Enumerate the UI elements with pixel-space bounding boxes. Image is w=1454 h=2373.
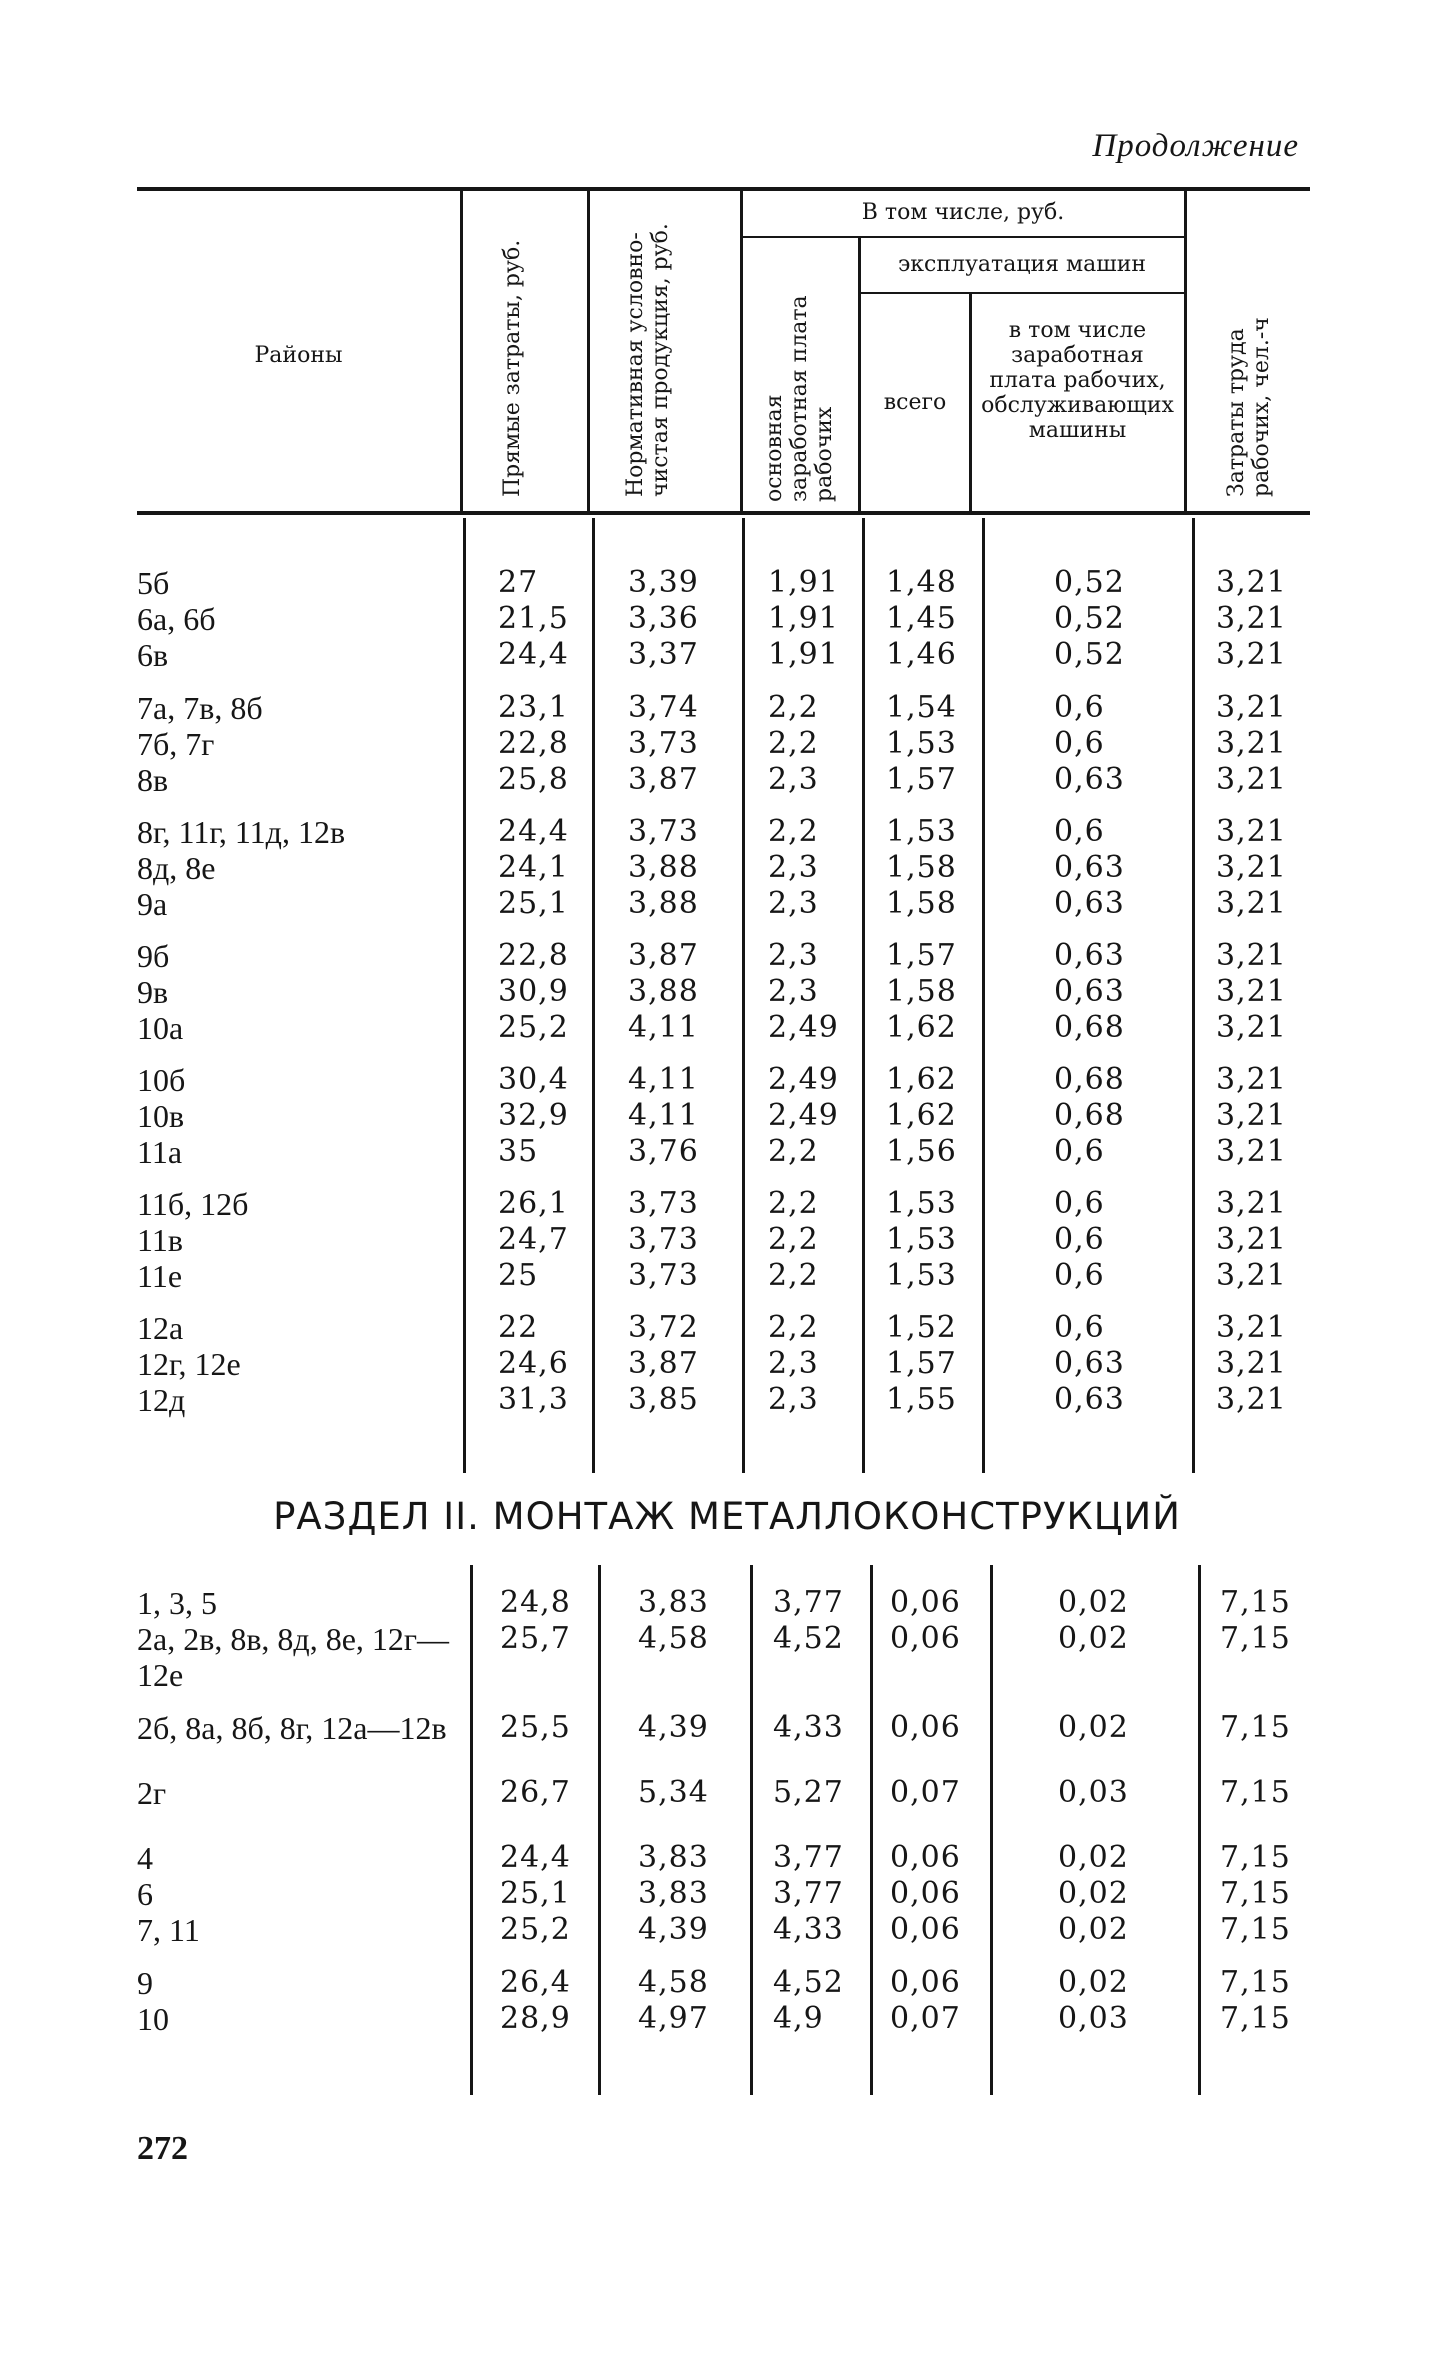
labor-cell: 3,21: [1216, 886, 1287, 921]
net-cell: 3,88: [628, 886, 699, 921]
labor-cell: 3,21: [1216, 1222, 1287, 1257]
region-cell: 7, 11: [137, 1912, 200, 1948]
wage-cell: 4,52: [773, 1621, 844, 1656]
region-cell: 9в: [137, 974, 169, 1010]
direct-cell: 27: [498, 565, 539, 600]
net-cell: 3,88: [628, 850, 699, 885]
direct-cell: 25,2: [498, 1010, 569, 1045]
region-cell: 2а, 2в, 8в, 8д, 8е, 12г—12е: [137, 1621, 450, 1693]
mach-total-cell: 1,62: [886, 1062, 957, 1097]
net-cell: 3,39: [628, 565, 699, 600]
mach-total-cell: 1,46: [886, 637, 957, 672]
labor-cell: 3,21: [1216, 601, 1287, 636]
region-cell: 10б: [137, 1062, 186, 1098]
mach-wage-cell: 0,6: [1054, 1186, 1105, 1221]
direct-cell: 30,9: [498, 974, 569, 1009]
continuation-label: Продолжение: [1092, 128, 1299, 164]
direct-cell: 28,9: [500, 2001, 571, 2036]
header-divider: [587, 191, 590, 511]
region-cell: 9: [137, 1965, 153, 2001]
region-cell: 10: [137, 2001, 169, 2037]
table-row: [0, 1710, 1454, 1782]
header-including: В том числе, руб.: [861, 200, 1065, 225]
mach-total-cell: 1,55: [886, 1382, 957, 1417]
direct-cell: 21,5: [498, 601, 569, 636]
region-cell: 7а, 7в, 8б: [137, 690, 263, 726]
net-cell: 3,36: [628, 601, 699, 636]
row-group: [0, 1310, 1454, 1418]
net-cell: 4,11: [628, 1010, 699, 1045]
mach-wage-cell: 0,63: [1054, 886, 1125, 921]
wage-cell: 2,3: [768, 1382, 819, 1417]
header-net-production: Нормативная условно-чистая продукция, руб.: [623, 223, 673, 497]
net-cell: 3,74: [628, 690, 699, 725]
wage-cell: 2,3: [768, 762, 819, 797]
labor-cell: 3,21: [1216, 1346, 1287, 1381]
mach-total-cell: 0,06: [890, 1840, 961, 1875]
net-cell: 3,76: [628, 1134, 699, 1169]
region-cell: 6в: [137, 637, 169, 673]
table-row: [0, 1346, 1454, 1382]
direct-cell: 22: [498, 1310, 539, 1345]
region-cell: 2б, 8а, 8б, 8г, 12а—12в: [137, 1710, 447, 1746]
region-cell: 12г, 12е: [137, 1346, 241, 1382]
direct-cell: 24,8: [500, 1585, 571, 1620]
row-group: [0, 814, 1454, 922]
labor-cell: 7,15: [1220, 1621, 1291, 1656]
net-cell: 3,87: [628, 1346, 699, 1381]
header-divider: [740, 191, 743, 511]
direct-cell: 22,8: [498, 726, 569, 761]
mach-wage-cell: 0,63: [1054, 974, 1125, 1009]
wage-cell: 2,2: [768, 1134, 819, 1169]
header-labor-costs: Затраты труда рабочих, чел.-ч: [1224, 317, 1274, 497]
table-row: [0, 1585, 1454, 1621]
table-row: [0, 762, 1454, 798]
table-row: [0, 974, 1454, 1010]
table-row: [0, 1965, 1454, 2001]
net-cell: 4,58: [638, 1621, 709, 1656]
row-group: [0, 565, 1454, 673]
machine-rule: [860, 292, 1184, 294]
direct-cell: 25,5: [500, 1710, 571, 1745]
direct-cell: 25,1: [500, 1876, 571, 1911]
mach-wage-cell: 0,6: [1054, 726, 1105, 761]
mach-wage-cell: 0,52: [1054, 637, 1125, 672]
direct-cell: 24,7: [498, 1222, 569, 1257]
mach-total-cell: 1,53: [886, 1186, 957, 1221]
table-row: [0, 1222, 1454, 1258]
page-number: 272: [137, 2130, 188, 2167]
direct-cell: 23,1: [498, 690, 569, 725]
wage-cell: 2,2: [768, 690, 819, 725]
mach-total-cell: 0,07: [890, 2001, 961, 2036]
labor-cell: 3,21: [1216, 565, 1287, 600]
labor-cell: 7,15: [1220, 1775, 1291, 1810]
table-row: [0, 814, 1454, 850]
net-cell: 3,73: [628, 1258, 699, 1293]
region-cell: 8г, 11г, 11д, 12в: [137, 814, 346, 850]
mach-total-cell: 0,06: [890, 1965, 961, 2000]
mach-total-cell: 1,62: [886, 1010, 957, 1045]
region-cell: 12а: [137, 1310, 184, 1346]
wage-cell: 3,77: [773, 1876, 844, 1911]
wage-cell: 1,91: [768, 565, 839, 600]
labor-cell: 7,15: [1220, 1710, 1291, 1745]
mach-total-cell: 1,53: [886, 726, 957, 761]
header-top-rule: [137, 187, 1310, 191]
header-base-wage: основная заработная плата рабочих: [762, 295, 837, 502]
mach-wage-cell: 0,63: [1054, 1346, 1125, 1381]
mach-wage-cell: 0,68: [1054, 1098, 1125, 1133]
row-group: [0, 690, 1454, 798]
mach-wage-cell: 0,6: [1054, 814, 1105, 849]
labor-cell: 7,15: [1220, 1876, 1291, 1911]
labor-cell: 3,21: [1216, 938, 1287, 973]
table-row: [0, 1258, 1454, 1294]
net-cell: 5,34: [638, 1775, 709, 1810]
net-cell: 4,11: [628, 1062, 699, 1097]
mach-total-cell: 1,54: [886, 690, 957, 725]
wage-cell: 2,49: [768, 1062, 839, 1097]
net-cell: 3,83: [638, 1876, 709, 1911]
mach-total-cell: 0,07: [890, 1775, 961, 1810]
direct-cell: 25,8: [498, 762, 569, 797]
mach-total-cell: 1,45: [886, 601, 957, 636]
wage-cell: 2,2: [768, 1310, 819, 1345]
wage-cell: 4,33: [773, 1912, 844, 1947]
table-row: [0, 1621, 1454, 1693]
header-including-wage: в том числе заработная плата рабочих, обслуживающих машины: [981, 318, 1174, 443]
mach-total-cell: 0,06: [890, 1710, 961, 1745]
table-row: [0, 1186, 1454, 1222]
direct-cell: 25,7: [500, 1621, 571, 1656]
labor-cell: 3,21: [1216, 1098, 1287, 1133]
region-cell: 10а: [137, 1010, 184, 1046]
region-cell: 5б: [137, 565, 170, 601]
direct-cell: 22,8: [498, 938, 569, 973]
net-cell: 3,73: [628, 814, 699, 849]
net-cell: 3,85: [628, 1382, 699, 1417]
labor-cell: 3,21: [1216, 814, 1287, 849]
table-row: [0, 601, 1454, 637]
region-cell: 11б, 12б: [137, 1186, 249, 1222]
row-group: [0, 1585, 1454, 1693]
net-cell: 3,83: [638, 1585, 709, 1620]
wage-cell: 2,49: [768, 1010, 839, 1045]
mach-total-cell: 0,06: [890, 1585, 961, 1620]
mach-wage-cell: 0,6: [1054, 1222, 1105, 1257]
wage-cell: 4,52: [773, 1965, 844, 2000]
row-group: [0, 1965, 1454, 2037]
mach-total-cell: 1,57: [886, 762, 957, 797]
mach-total-cell: 1,57: [886, 1346, 957, 1381]
table-row: [0, 1775, 1454, 1811]
header-total: всего: [883, 390, 947, 415]
region-cell: 9б: [137, 938, 170, 974]
net-cell: 3,73: [628, 1186, 699, 1221]
mach-wage-cell: 0,6: [1054, 1310, 1105, 1345]
region-cell: 4: [137, 1840, 153, 1876]
header-direct-costs: Прямые затраты, руб.: [500, 239, 525, 497]
net-cell: 3,87: [628, 938, 699, 973]
wage-cell: 2,3: [768, 850, 819, 885]
mach-total-cell: 1,62: [886, 1098, 957, 1133]
mach-wage-cell: 0,6: [1054, 1258, 1105, 1293]
direct-cell: 32,9: [498, 1098, 569, 1133]
mach-total-cell: 1,52: [886, 1310, 957, 1345]
table-row: [0, 726, 1454, 762]
net-cell: 3,83: [638, 1840, 709, 1875]
labor-cell: 3,21: [1216, 974, 1287, 1009]
header-divider: [460, 191, 463, 511]
region-cell: 2г: [137, 1775, 167, 1811]
mach-total-cell: 0,06: [890, 1621, 961, 1656]
labor-cell: 3,21: [1216, 726, 1287, 761]
row-group: [0, 938, 1454, 1046]
direct-cell: 24,1: [498, 850, 569, 885]
mach-total-cell: 1,58: [886, 886, 957, 921]
table-row: [0, 1876, 1454, 1912]
labor-cell: 3,21: [1216, 850, 1287, 885]
table-row: [0, 1098, 1454, 1134]
wage-cell: 5,27: [773, 1775, 844, 1810]
mach-total-cell: 1,53: [886, 1222, 957, 1257]
net-cell: 3,72: [628, 1310, 699, 1345]
labor-cell: 7,15: [1220, 1965, 1291, 2000]
direct-cell: 35: [498, 1134, 539, 1169]
direct-cell: 26,7: [500, 1775, 571, 1810]
table-row: [0, 690, 1454, 726]
table-row: [0, 1382, 1454, 1418]
labor-cell: 7,15: [1220, 2001, 1291, 2036]
wage-cell: 2,3: [768, 886, 819, 921]
mach-wage-cell: 0,68: [1054, 1010, 1125, 1045]
row-group: [0, 1840, 1454, 1948]
table-row: [0, 850, 1454, 886]
table-row: [0, 1010, 1454, 1046]
labor-cell: 7,15: [1220, 1912, 1291, 1947]
mach-total-cell: 1,58: [886, 850, 957, 885]
labor-cell: 3,21: [1216, 1010, 1287, 1045]
wage-cell: 2,3: [768, 974, 819, 1009]
mach-wage-cell: 0,6: [1054, 1134, 1105, 1169]
mach-total-cell: 1,56: [886, 1134, 957, 1169]
mach-total-cell: 0,06: [890, 1912, 961, 1947]
table-row: [0, 1840, 1454, 1876]
wage-cell: 3,77: [773, 1840, 844, 1875]
header-machine-operation: эксплуатация машин: [897, 252, 1147, 277]
table-row: [0, 938, 1454, 974]
header-divider: [858, 238, 861, 511]
table-row: [0, 1912, 1454, 1948]
region-cell: 11а: [137, 1134, 183, 1170]
header-divider: [1184, 191, 1187, 511]
region-cell: 12д: [137, 1382, 186, 1418]
direct-cell: 31,3: [498, 1382, 569, 1417]
direct-cell: 30,4: [498, 1062, 569, 1097]
labor-cell: 7,15: [1220, 1840, 1291, 1875]
region-cell: 8в: [137, 762, 169, 798]
direct-cell: 26,1: [498, 1186, 569, 1221]
including-rule: [742, 236, 1184, 238]
wage-cell: 2,49: [768, 1098, 839, 1133]
mach-wage-cell: 0,68: [1054, 1062, 1125, 1097]
region-cell: 10в: [137, 1098, 185, 1134]
mach-wage-cell: 0,03: [1058, 2001, 1129, 2036]
row-group: [0, 1062, 1454, 1170]
wage-cell: 4,9: [773, 2001, 824, 2036]
region-cell: 11в: [137, 1222, 183, 1258]
mach-wage-cell: 0,63: [1054, 762, 1125, 797]
labor-cell: 7,15: [1220, 1585, 1291, 1620]
wage-cell: 2,2: [768, 814, 819, 849]
wage-cell: 2,2: [768, 1258, 819, 1293]
region-cell: 1, 3, 5: [137, 1585, 217, 1621]
wage-cell: 1,91: [768, 637, 839, 672]
mach-wage-cell: 0,63: [1054, 1382, 1125, 1417]
mach-total-cell: 1,53: [886, 1258, 957, 1293]
wage-cell: 2,3: [768, 938, 819, 973]
header-regions: Районы: [254, 343, 343, 368]
labor-cell: 3,21: [1216, 1382, 1287, 1417]
mach-wage-cell: 0,52: [1054, 565, 1125, 600]
mach-wage-cell: 0,03: [1058, 1775, 1129, 1810]
mach-wage-cell: 0,02: [1058, 1710, 1129, 1745]
table-row: [0, 1062, 1454, 1098]
direct-cell: 24,4: [498, 637, 569, 672]
region-cell: 9а: [137, 886, 168, 922]
direct-cell: 24,4: [500, 1840, 571, 1875]
wage-cell: 1,91: [768, 601, 839, 636]
labor-cell: 3,21: [1216, 1134, 1287, 1169]
wage-cell: 4,33: [773, 1710, 844, 1745]
region-cell: 6а, 6б: [137, 601, 216, 637]
mach-wage-cell: 0,63: [1054, 938, 1125, 973]
table-row: [0, 886, 1454, 922]
wage-cell: 2,2: [768, 1186, 819, 1221]
table-row: [0, 637, 1454, 673]
section-2-title: РАЗДЕЛ II. МОНТАЖ МЕТАЛЛОКОНСТРУКЦИЙ: [273, 1495, 1181, 1538]
net-cell: 4,39: [638, 1710, 709, 1745]
direct-cell: 25: [498, 1258, 539, 1293]
labor-cell: 3,21: [1216, 1186, 1287, 1221]
mach-wage-cell: 0,02: [1058, 1621, 1129, 1656]
labor-cell: 3,21: [1216, 1062, 1287, 1097]
net-cell: 3,73: [628, 726, 699, 761]
region-cell: 7б, 7г: [137, 726, 215, 762]
wage-cell: 2,2: [768, 1222, 819, 1257]
row-group: [0, 1775, 1454, 1811]
labor-cell: 3,21: [1216, 690, 1287, 725]
labor-cell: 3,21: [1216, 637, 1287, 672]
labor-cell: 3,21: [1216, 1310, 1287, 1345]
mach-total-cell: 1,48: [886, 565, 957, 600]
table-row: [0, 1134, 1454, 1170]
net-cell: 3,88: [628, 974, 699, 1009]
direct-cell: 24,4: [498, 814, 569, 849]
mach-total-cell: 0,06: [890, 1876, 961, 1911]
mach-wage-cell: 0,02: [1058, 1585, 1129, 1620]
mach-wage-cell: 0,6: [1054, 690, 1105, 725]
wage-cell: 3,77: [773, 1585, 844, 1620]
net-cell: 3,37: [628, 637, 699, 672]
table-row: [0, 2001, 1454, 2037]
labor-cell: 3,21: [1216, 1258, 1287, 1293]
direct-cell: 25,2: [500, 1912, 571, 1947]
region-cell: 6: [137, 1876, 153, 1912]
region-cell: 8д, 8е: [137, 850, 216, 886]
mach-total-cell: 1,53: [886, 814, 957, 849]
mach-wage-cell: 0,02: [1058, 1840, 1129, 1875]
labor-cell: 3,21: [1216, 762, 1287, 797]
net-cell: 4,58: [638, 1965, 709, 2000]
net-cell: 4,11: [628, 1098, 699, 1133]
direct-cell: 24,6: [498, 1346, 569, 1381]
direct-cell: 26,4: [500, 1965, 571, 2000]
header-bottom-rule: [137, 511, 1310, 515]
net-cell: 3,73: [628, 1222, 699, 1257]
mach-wage-cell: 0,52: [1054, 601, 1125, 636]
net-cell: 4,39: [638, 1912, 709, 1947]
row-group: [0, 1186, 1454, 1294]
row-group: [0, 1710, 1454, 1782]
mach-wage-cell: 0,02: [1058, 1912, 1129, 1947]
wage-cell: 2,3: [768, 1346, 819, 1381]
mach-wage-cell: 0,02: [1058, 1965, 1129, 2000]
table-row: [0, 1310, 1454, 1346]
wage-cell: 2,2: [768, 726, 819, 761]
mach-wage-cell: 0,02: [1058, 1876, 1129, 1911]
region-cell: 11е: [137, 1258, 183, 1294]
net-cell: 3,87: [628, 762, 699, 797]
mach-total-cell: 1,58: [886, 974, 957, 1009]
table-row: [0, 565, 1454, 601]
direct-cell: 25,1: [498, 886, 569, 921]
mach-total-cell: 1,57: [886, 938, 957, 973]
mach-wage-cell: 0,63: [1054, 850, 1125, 885]
net-cell: 4,97: [638, 2001, 709, 2036]
